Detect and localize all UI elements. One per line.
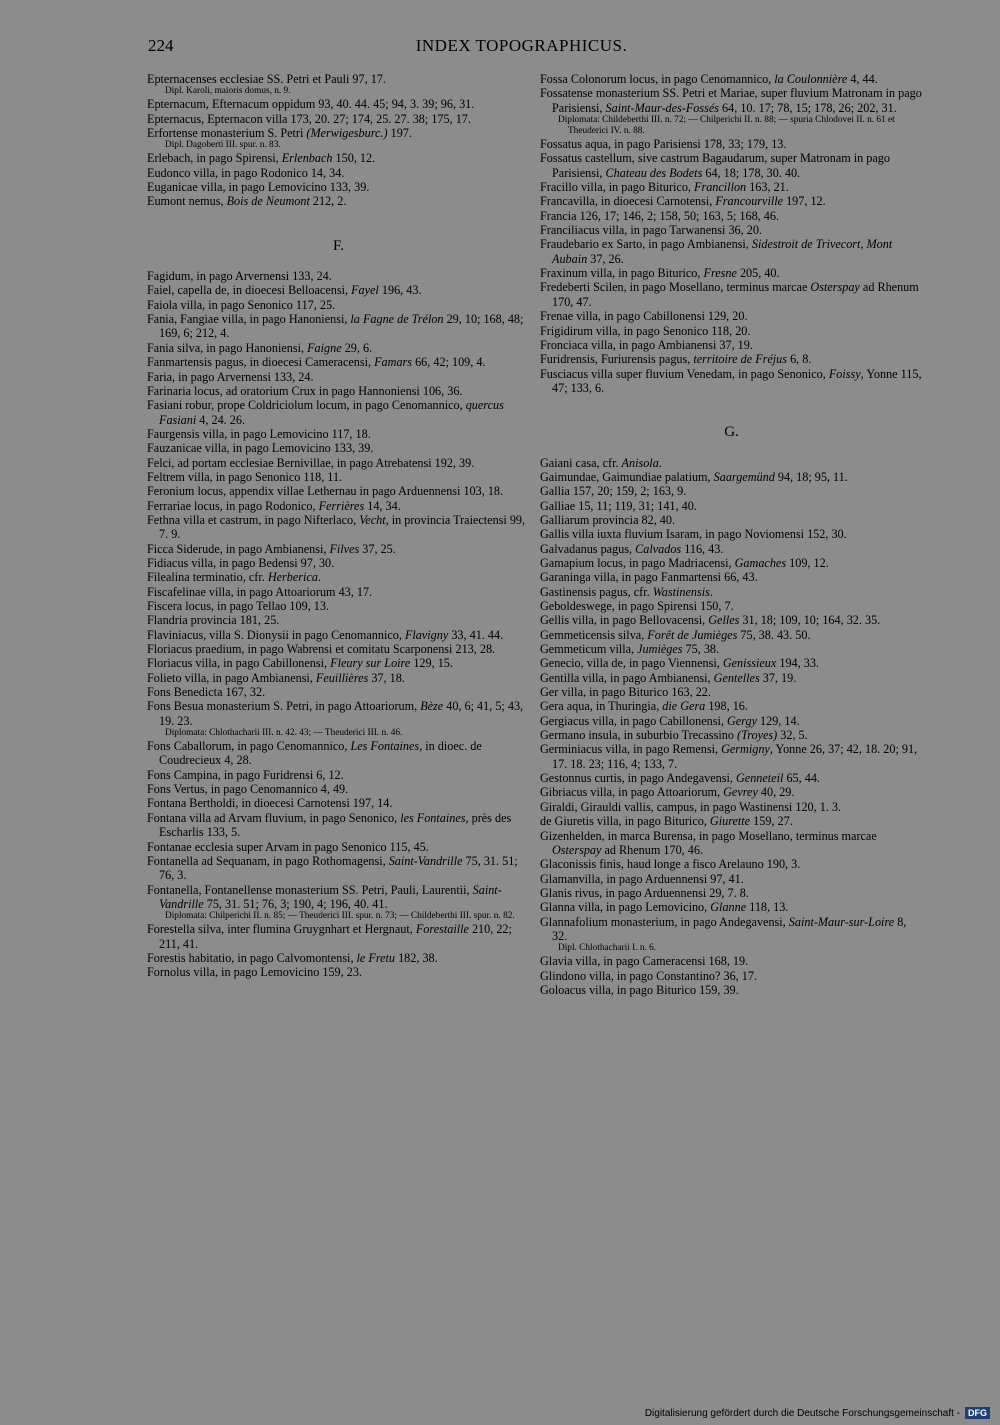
index-entry: Fons Caballorum, in pago Cenomannico, Les Fontaines, in dioec. de Coudrecieux 4, 28. [147,739,482,768]
diploma-note: Dipl. Dagoberti III. spur. n. 83. [165,140,281,151]
index-entry: Felci, ad portam ecclesiae Bernivillae, in pago Atrebatensi 192, 39. [147,455,475,470]
right-column [540,72,923,997]
index-entry: Fornolus villa, in pago Lemovicino 159, 23. [147,965,362,980]
index-entry: Galliae 15, 11; 119, 31; 141, 40. [540,498,697,513]
index-entry: Erfortense monasterium S. Petri (Merwigesburc.) 197. [147,126,412,141]
diploma-note: Diplomata: Chlothacharii III. n. 42. 43; — Theuderici III. n. 46. [165,728,403,739]
footer-text: Digitalisierung gefördert durch die Deutsche Forschungsgemeinschaft - [644,1407,960,1419]
index-entry: Francia 126, 17; 146, 2; 158, 50; 163, 5; 168, 46. [540,208,779,223]
index-entry: Genecio, villa de, in pago Viennensi, Genissieux 194, 33. [540,656,819,671]
index-entry: Fontanella, Fontanellense monasterium SS. Petri, Pauli, Laurentii, Saint-Vandrille 75, 31. 51; 76, 3; 190, 4; 196, 40. 41. [147,882,502,911]
index-entry: Fasiani robur, prope Coldriciolum locum, in pago Cenomannico, quercus Fasiani 4, 24. 26. [147,398,504,427]
index-entry: Fraudebario ex Sarto, in pago Ambianensi, Sidestroit de Trivecort, Mont Aubain 37, 26. [540,237,893,266]
index-entry: Gaiani casa, cfr. Anisola. [540,455,662,470]
index-entry: Fracillo villa, in pago Biturico, Francillon 163, 21. [540,180,789,195]
diploma-note: Diplomata: Childeberthi III. n. 72; — Chilperichi II. n. 88; — spuria Chlodovei II. n. 61 et Theuderici IV. n. 88. [558,115,895,137]
page-header [148,36,895,64]
index-entry: Gizenhelden, in marca Burensa, in pago Mosellano, terminus marcae Osterspay ad Rhenum 170, 46. [540,828,877,857]
index-entry: Gentilla villa, in pago Ambianensi, Gentelles 37, 19. [540,670,797,685]
index-entry: Fossatense monasterium SS. Petri et Mariae, super fluvium Matronam in pago Parisiensi, Saint-Maur-des-Fossés 64, 10. 17; 78, 15; 178, 26; 202, 31. [540,86,922,115]
index-entry: Germiniacus villa, in pago Remensi, Germigny, Yonne 26, 37; 42, 18. 20; 91, 17. 18. 23; 116, 4; 133, 7. [540,742,918,771]
index-entry: Gera aqua, in Thuringia, die Gera 198, 16. [540,699,748,714]
footer [645,1407,990,1419]
index-entry: Fons Besua monasterium S. Petri, in pago Attoariorum, Bèze 40, 6; 41, 5; 43, 19. 23. [147,699,524,728]
index-entry: Eudonco villa, in pago Rodonico 14, 34. [147,165,345,180]
index-entry: de Giuretis villa, in pago Biturico, Giurette 159, 27. [540,814,793,829]
index-entry: Floriacus praedium, in pago Wabrensi et comitatu Scarponensi 213, 28. [147,642,496,657]
index-entry: Glannafolium monasterium, in pago Andegavensi, Saint-Maur-sur-Loire 8, 32. [540,914,907,943]
index-entry: Fiscafelinae villa, in pago Attoariorum 43, 17. [147,584,373,599]
index-entry: Flaviniacus, villa S. Dionysii in pago Cenomannico, Flavigny 33, 41. 44. [147,627,504,642]
index-entry: Glavia villa, in pago Cameracensi 168, 19. [540,954,749,969]
index-entry: Epternacenses ecclesiae SS. Petri et Pauli 97, 17. [147,72,386,86]
index-entry: Faiel, capella de, in dioecesi Belloacensi, Fayel 196, 43. [147,283,422,298]
index-entry: Epternacus, Epternacon villa 173, 20. 27; 174, 25. 27. 38; 175, 17. [147,111,471,126]
index-entry: Germano insula, in suburbio Trecassino (Troyes) 32, 5. [540,728,808,743]
index-entry: Glanis rivus, in pago Arduennensi 29, 7. 8. [540,885,749,900]
diploma-note: Dipl. Karoli, maioris domus, n. 9. [165,86,291,97]
page-number: 224 [148,36,174,55]
index-entry: Ferrariae locus, in pago Rodonico, Ferrières 14, 34. [147,498,401,513]
index-entry: Epternacum, Efternacum oppidum 93, 40. 44. 45; 94, 3. 39; 96, 31. [147,97,475,112]
index-entry: Goloacus villa, in pago Biturico 159, 39. [540,982,739,997]
index-entry: Fons Benedicta 167, 32. [147,685,266,700]
index-entry: Fauzanicae villa, in pago Lemovicino 133, 39. [147,441,374,456]
index-entry: Gamapium locus, in pago Madriacensi, Gamaches 109, 12. [540,555,829,570]
index-entry: Feltrem villa, in pago Senonico 118, 11. [147,469,343,484]
index-entry: Eumont nemus, Bois de Neumont 212, 2. [147,194,347,209]
index-entry: Geboldeswege, in pago Spirensi 150, 7. [540,599,734,613]
index-entry: Gibriacus villa, in pago Attoariorum, Gevrey 40, 29. [540,785,795,800]
index-entry: Gemmeticum villa, Jumièges 75, 38. [540,642,720,657]
index-entry: Fossatus aqua, in pago Parisiensi 178, 33; 179, 13. [540,137,787,152]
index-entry: Gemmeticensis silva, Forêt de Jumièges 75, 38. 43. 50. [540,627,811,642]
index-entry: Forestis habitatio, in pago Calvomontensi, le Fretu 182, 38. [147,950,438,965]
index-entry: Feronium locus, appendix villae Lethernau in pago Arduennensi 103, 18. [147,484,504,499]
index-entry: Glamanvilla, in pago Arduennensi 97, 41. [540,871,744,886]
index-entry: Glindono villa, in pago Constantino? 36, 17. [540,968,757,983]
index-entry: Garaninga villa, in pago Fanmartensi 66, 43. [540,570,758,585]
index-entry: Gergiacus villa, in pago Cabillonensi, Gergy 129, 14. [540,713,800,728]
index-entry: Filealina terminatio, cfr. Herberica. [147,570,321,585]
index-entry: Fiscera locus, in pago Tellao 109, 13. [147,599,330,613]
diploma-note: Diplomata: Chilperichi II. n. 85; — Theuderici III. spur. n. 73; — Childeberthi III. spur. n. 82. [165,911,515,922]
index-entry: Erlebach, in pago Spirensi, Erlenbach 150, 12. [147,151,376,166]
index-entry: Fronciaca villa, in pago Ambianensi 37, 19. [540,337,753,352]
index-entry: Floriacus villa, in pago Cabillonensi, Fleury sur Loire 129, 15. [147,656,453,671]
index-entry: Fontanella ad Sequanam, in pago Rothomagensi, Saint-Vandrille 75, 31. 51; 76, 3. [147,853,518,883]
index-entry: Faiola villa, in pago Senonico 117, 25. [147,297,336,312]
index-entry: Fagidum, in pago Arvernensi 133, 24. [147,269,332,284]
index-entry: Ficca Siderude, in pago Ambianensi, Filves 37, 25. [147,541,396,556]
index-entry: Farinaria locus, ad oratorium Crux in pago Hannoniensi 106, 36. [147,383,463,398]
index-entry: Gaimundae, Gaimundiae palatium, Saargemünd 94, 18; 95, 11. [540,469,848,484]
diploma-note: Dipl. Chlothacharii I. n. 6. [558,943,657,954]
index-entry: Fethna villa et castrum, in pago Nifterlaco, Vecht, in provincia Traiectensi 99, 7. 9. [147,512,526,542]
index-entry: Fontanae ecclesia super Arvam in pago Senonico 115, 45. [147,839,429,854]
index-entry: Giraldi, Girauldi vallis, campus, in pago Wastinensi 120, 1. 3. [540,799,842,814]
index-entry: Fontana Bertholdi, in dioecesi Carnotensi 197, 14. [147,796,393,811]
index-entry: Gestonnus curtis, in pago Andegavensi, Genneteil 65, 44. [540,771,820,786]
index-entry: Fania silva, in pago Hanoniensi, Faigne 29, 6. [147,340,373,355]
index-entry: Euganicae villa, in pago Lemovicino 133, 39. [147,180,370,195]
index-entry: Galliarum provincia 82, 40. [540,512,676,527]
index-entry: Faria, in pago Arvernensi 133, 24. [147,369,314,384]
index-entry: Ger villa, in pago Biturico 163, 22. [540,685,711,700]
index-entry: Flandria provincia 181, 25. [147,613,280,628]
section-letter: G. [724,424,739,441]
index-entry: Frigidirum villa, in pago Senonico 118, 20. [540,323,751,338]
index-entry: Fania, Fangiae villa, in pago Hanoniensi, la Fagne de Trélon 29, 10; 168, 48; 169, 6; 212, 4. [147,312,524,341]
index-entry: Glaconissis finis, haud longe a fisco Arelauno 190, 3. [540,857,801,872]
index-entry: Gellis villa, in pago Bellovacensi, Gelles 31, 18; 109, 10; 164, 32. 35. [540,613,881,628]
index-entry: Fossa Colonorum locus, in pago Cenomannico, la Coulonnière 4, 44. [540,72,878,86]
index-entry: Franciliacus villa, in pago Tarwanensi 36, 20. [540,223,762,238]
index-entry: Fraxinum villa, in pago Biturico, Fresne 205, 40. [540,266,780,281]
index-entry: Furidrensis, Furiurensis pagus, territoire de Fréjus 6, 8. [540,352,812,367]
index-entry: Fanmartensis pagus, in dioecesi Cameracensi, Famars 66, 42; 109, 4. [147,355,486,370]
index-entry: Fons Campina, in pago Furidrensi 6, 12. [147,767,344,782]
index-entry: Faurgensis villa, in pago Lemovicino 117, 18. [147,426,371,441]
page-title: INDEX TOPOGRAPHICUS. [415,36,628,55]
index-entry: Francavilla, in dioecesi Carnotensi, Francourville 197, 12. [540,194,826,209]
left-column [147,72,530,980]
index-entry: Frenae villa, in pago Cabillonensi 129, 20. [540,309,748,324]
index-entry: Fossatus castellum, sive castrum Bagaudarum, super Matronam in pago Parisiensi, Chateau des Bodets 64, 18; 178, 30. 40. [540,151,890,180]
index-entry: Forestella silva, inter flumina Gruygnhart et Hergnaut, Forestaille 210, 22; 211, 41. [147,922,512,951]
index-entry: Fidiacus villa, in pago Bedensi 97, 30. [147,555,335,570]
index-entry: Glanna villa, in pago Lemovicino, Glanne 118, 13. [540,900,789,915]
index-entry: Folieto villa, in pago Ambianensi, Feuillières 37, 18. [147,670,405,685]
index-entry: Gallis villa iuxta fluvium Isaram, in pago Noviomensi 152, 30. [540,527,847,542]
index-entry: Gastinensis pagus, cfr. Wastinensis. [540,584,713,599]
index-entry: Galvadanus pagus, Calvados 116, 43. [540,541,724,556]
index-entry: Fontana villa ad Arvam fluvium, in pago Senonico, les Fontaines, près des Escharlis 133, 5. [147,810,512,840]
index-entry: Fredeberti Scilen, in pago Mosellano, terminus marcae Osterspay ad Rhenum 170, 47. [540,280,919,309]
section-letter: F. [333,237,344,254]
dfg-logo: DFG [965,1407,990,1419]
index-entry: Fusciacus villa super fluvium Venedam, in pago Senonico, Foissy, Yonne 115, 47; 133, 6. [540,366,922,395]
index-entry: Fons Vertus, in pago Cenomannico 4, 49. [147,782,349,797]
index-entry: Gallia 157, 20; 159, 2; 163, 9. [540,484,687,499]
